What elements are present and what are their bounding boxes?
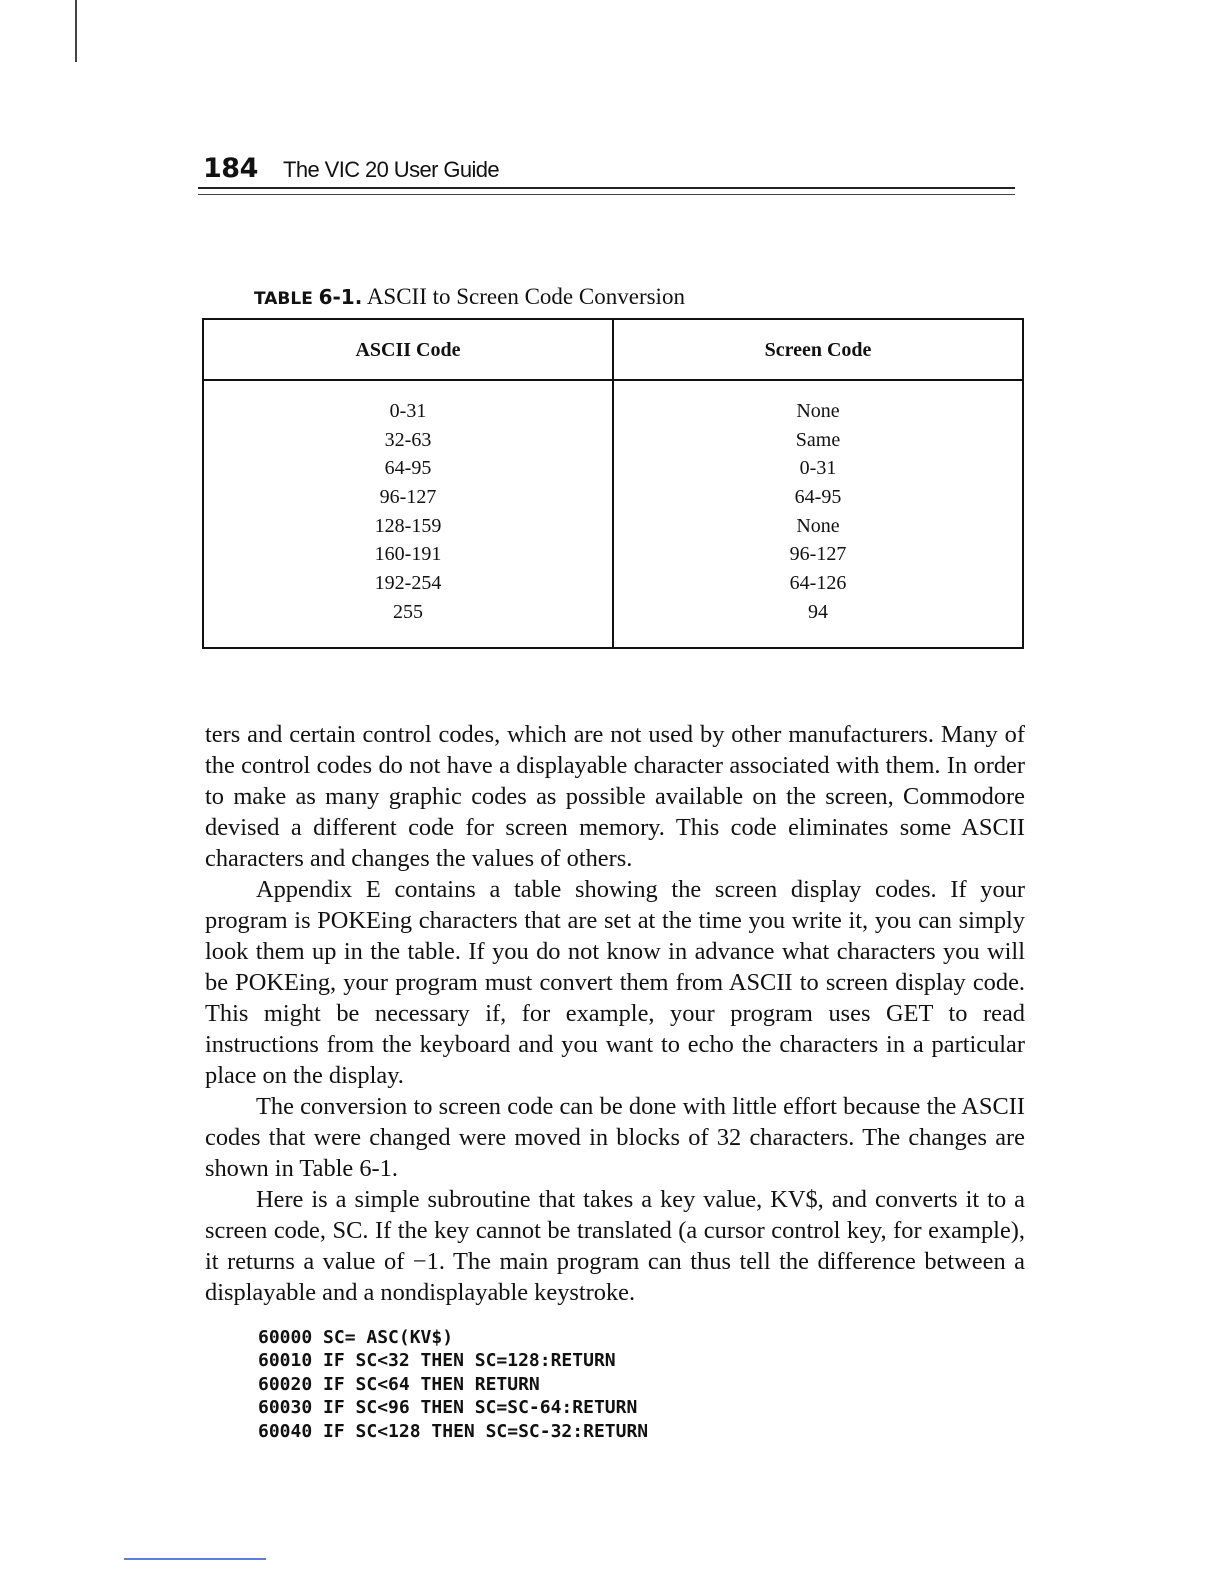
table-cell-screen: 64-95 [794, 486, 842, 509]
table-header-ascii-code: ASCII Code [355, 339, 461, 361]
table-cell-ascii: 32-63 [384, 428, 432, 451]
table-cell-ascii: 64-95 [384, 457, 432, 480]
table-header-rule [204, 379, 1022, 381]
screen-code-column [614, 397, 1022, 627]
table-cell-ascii: 128-159 [374, 514, 442, 537]
scan-bottom-mark [124, 1558, 266, 1560]
table-caption-number: 6-1. [318, 285, 363, 309]
table-cell-ascii: 160-191 [374, 543, 442, 566]
paragraph: Appendix E contains a table showing the screen display codes. If your program is POKEing characters that are set at the time you write it, you can simply look them up in the table. If you do not know in advance what characters you will be POKEing, your program must convert them from ASCII to screen display code. This might be necessary if, for example, your program uses GET to read instructions from the keyboard and you want to echo the characters in a particular place on the display. [205, 876, 1025, 1089]
table-header-screen-code: Screen Code [764, 339, 872, 361]
table-cell-ascii: 255 [393, 600, 423, 623]
code-line: 60030 IF SC<96 THEN SC=SC-64:RETURN [258, 1397, 638, 1419]
scan-edge-mark [75, 0, 77, 62]
code-line: 60000 SC= ASC(KV$) [258, 1327, 454, 1348]
paragraph: ters and certain control codes, which are not used by other manufacturers. Many of the control codes do not have a displayable character associated with them. In order to make as many graphic codes as possible available on the screen, Commodore devised a different code for screen memory. This code eliminates some ASCII characters and changes the values of others. [205, 721, 1025, 872]
table-cell-screen: None [796, 400, 840, 422]
table-cell-screen: 94 [808, 600, 828, 623]
table-cell-ascii: 0-31 [389, 400, 427, 422]
running-title: The VIC 20 User Guide [283, 157, 500, 182]
table-cell-screen: None [796, 514, 840, 537]
table-cell-ascii: 96-127 [379, 486, 437, 509]
table-cell-screen: 96-127 [789, 543, 847, 566]
code-line: 60010 IF SC<32 THEN SC=128:RETURN [258, 1350, 616, 1372]
header-rule-bottom [198, 194, 1015, 195]
table-caption-title: ASCII to Screen Code Conversion [366, 284, 685, 309]
table-cell-screen: 0-31 [799, 457, 837, 480]
ascii-code-column [204, 397, 612, 627]
code-line: 60040 IF SC<128 THEN SC=SC-32:RETURN [258, 1420, 649, 1442]
conversion-table [202, 318, 1024, 649]
page-number: 184 [203, 153, 258, 184]
paragraph: Here is a simple subroutine that takes a key value, KV$, and converts it to a screen code, SC. If the key cannot be translated (a cursor control key, for example), it returns a value of −1. The main program can thus tell the difference between a displayable and a nondisplayable keystroke. [205, 1186, 1025, 1306]
table-cell-ascii: 192-254 [374, 572, 442, 595]
body-text [205, 719, 1025, 1308]
paragraph: The conversion to screen code can be done with little effort because the ASCII codes that were changed were moved in blocks of 32 characters. The changes are shown in Table 6-1. [205, 1093, 1025, 1182]
code-listing [258, 1326, 648, 1443]
header-rule-top [198, 187, 1015, 189]
table-cell-screen: Same [795, 428, 841, 451]
table-caption-label: TABLE [254, 289, 313, 309]
code-line: 60020 IF SC<64 THEN RETURN [258, 1373, 540, 1395]
table-cell-screen: 64-126 [789, 572, 847, 595]
table-caption [254, 284, 685, 310]
